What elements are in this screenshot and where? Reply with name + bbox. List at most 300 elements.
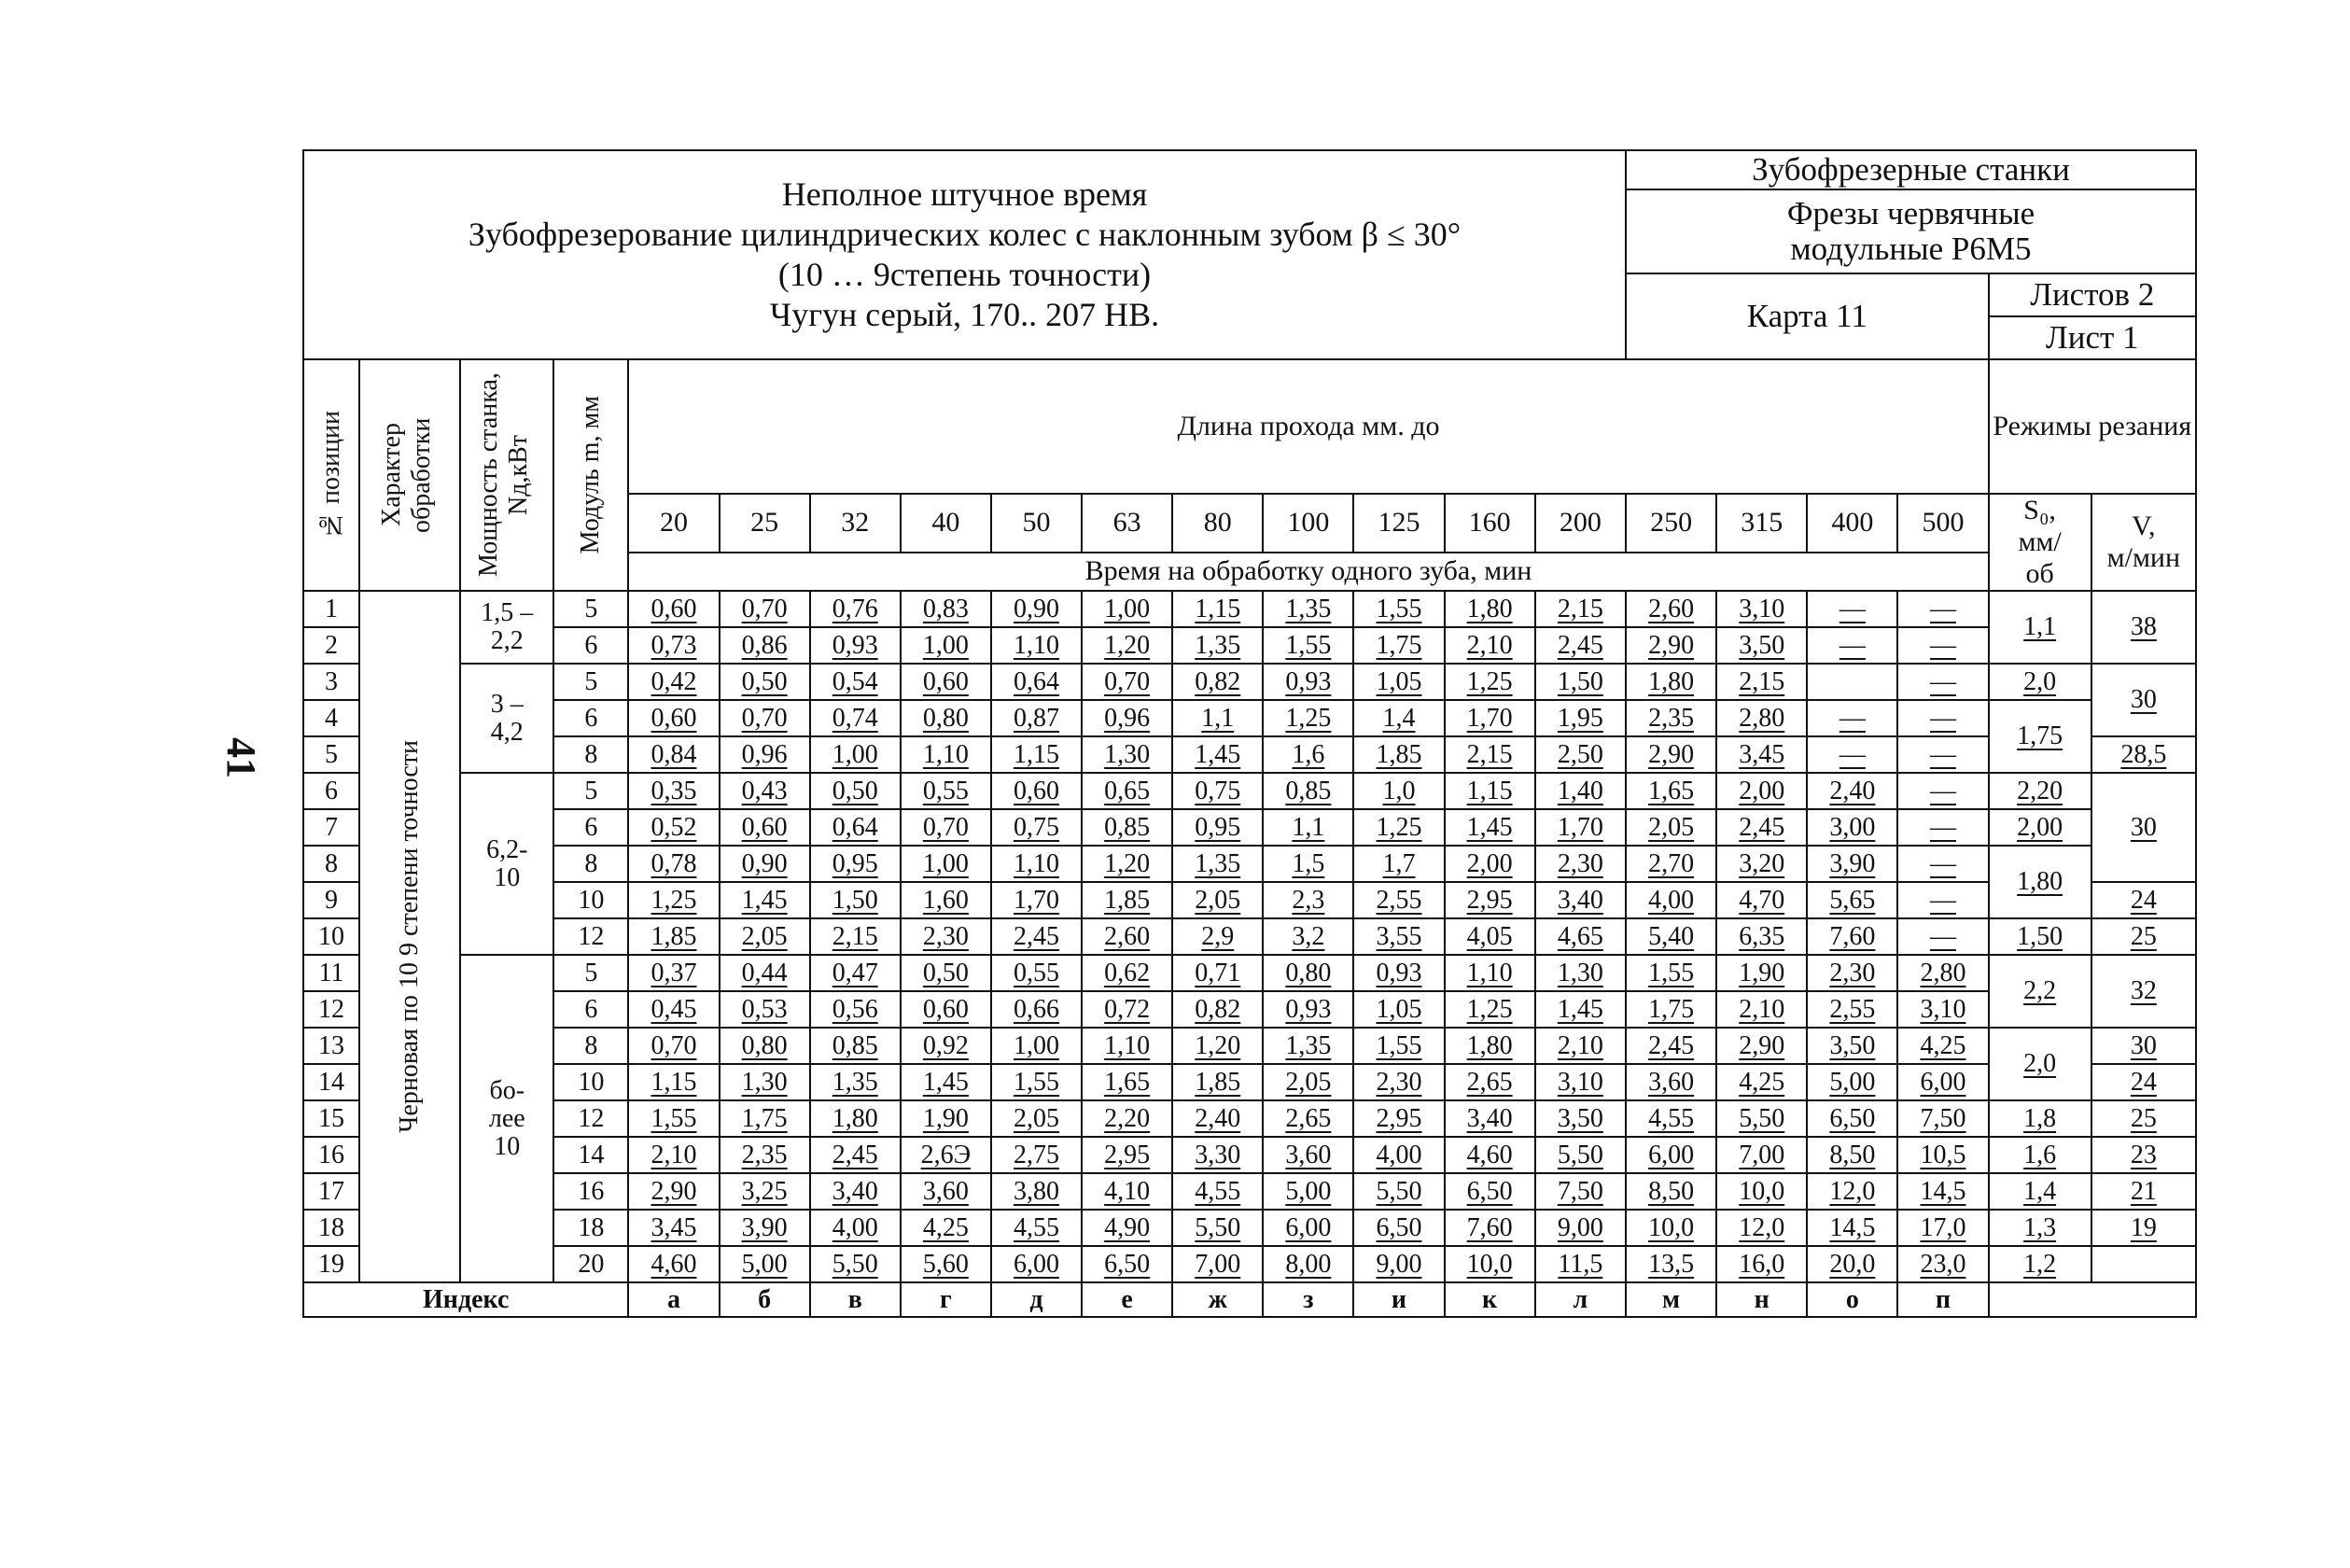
title-line-2: Зубофрезерование цилиндрических колес с наклонным зубом β ≤ 30° [468, 216, 1462, 253]
time-value: 1,15 [1172, 591, 1263, 627]
time-value: 16,0 [1716, 1246, 1807, 1282]
time-value: 1,55 [991, 1064, 1082, 1100]
length-value: 125 [1353, 494, 1444, 553]
time-value: 9,00 [1535, 1210, 1626, 1246]
time-value: 2,10 [1716, 991, 1807, 1028]
time-value: 1,00 [810, 736, 901, 773]
module-cell: 12 [553, 918, 628, 955]
s0-value: 1,50 [1989, 918, 2091, 955]
time-value: 0,52 [628, 809, 719, 846]
index-letter: з [1263, 1282, 1353, 1317]
time-header: Время на обработку одного зуба, мин [628, 553, 1988, 591]
card-title [303, 150, 1626, 359]
time-value: 6,00 [1263, 1210, 1353, 1246]
time-value: 1,35 [1172, 627, 1263, 664]
time-value: 1,30 [720, 1064, 810, 1100]
time-value: 1,00 [1082, 591, 1172, 627]
v-line-2: м/мин [2106, 542, 2181, 573]
time-value: 2,10 [628, 1137, 719, 1173]
index-letter: а [628, 1282, 719, 1317]
time-value: 20,0 [1807, 1246, 1897, 1282]
time-value: 2,15 [1535, 591, 1626, 627]
time-value: 4,25 [1897, 1028, 1988, 1064]
time-value: 2,95 [1082, 1137, 1172, 1173]
time-value: — [1897, 700, 1988, 736]
time-value: 2,30 [1807, 955, 1897, 991]
time-value: 1,0 [1353, 773, 1444, 809]
time-value: 0,43 [720, 773, 810, 809]
time-value: 0,65 [1082, 773, 1172, 809]
table-row [303, 809, 2196, 846]
index-letter: м [1626, 1282, 1716, 1317]
time-value: 3,60 [1263, 1137, 1353, 1173]
time-value: 0,50 [810, 773, 901, 809]
module-cell: 8 [553, 846, 628, 882]
time-value: 3,10 [1716, 591, 1807, 627]
time-value: 1,25 [1445, 664, 1535, 700]
time-value: 2,90 [1716, 1028, 1807, 1064]
time-value: 0,72 [1082, 991, 1172, 1028]
time-value: 1,55 [1263, 627, 1353, 664]
time-value: 0,70 [628, 1028, 719, 1064]
time-value: 5,50 [1172, 1210, 1263, 1246]
time-value: 0,82 [1172, 664, 1263, 700]
s0-header [1989, 494, 2091, 591]
table-row [303, 1064, 2196, 1100]
length-value: 25 [720, 494, 810, 553]
length-value: 315 [1716, 494, 1807, 553]
time-value: 1,00 [991, 1028, 1082, 1064]
index-label: Индекс [303, 1282, 628, 1317]
character-header-text: Характер обработки [377, 417, 437, 533]
time-value: 4,00 [1626, 882, 1716, 918]
time-value: 0,55 [901, 773, 991, 809]
time-value: 5,50 [810, 1246, 901, 1282]
power-header-text: Мощность станка, Nд,кВт [474, 372, 534, 578]
time-value: 0,64 [810, 809, 901, 846]
time-value: 2,70 [1626, 846, 1716, 882]
time-value: 1,45 [1172, 736, 1263, 773]
time-value: 1,65 [1082, 1064, 1172, 1100]
time-value: 2,30 [1353, 1064, 1444, 1100]
time-value: 2,65 [1263, 1100, 1353, 1137]
time-value: 0,75 [1172, 773, 1263, 809]
time-value: — [1897, 736, 1988, 773]
time-value: 0,50 [720, 664, 810, 700]
time-value: — [1897, 664, 1988, 700]
power-group-cell [460, 773, 553, 955]
time-value: 5,00 [1807, 1064, 1897, 1100]
time-value: 0,60 [628, 700, 719, 736]
time-value: 0,93 [1263, 991, 1353, 1028]
time-value: 2,45 [1716, 809, 1807, 846]
position-cell: 15 [303, 1100, 359, 1137]
time-value: 1,45 [1445, 809, 1535, 846]
time-value: — [1807, 627, 1897, 664]
time-value: 0,60 [628, 591, 719, 627]
time-value: 7,60 [1445, 1210, 1535, 1246]
s0-value: 2,2 [1989, 955, 2091, 1028]
time-value: 2,65 [1445, 1064, 1535, 1100]
time-value: 2,55 [1353, 882, 1444, 918]
time-value: 0,80 [1263, 955, 1353, 991]
time-value: 2,90 [1626, 736, 1716, 773]
module-cell: 18 [553, 1210, 628, 1246]
time-value: 2,15 [1716, 664, 1807, 700]
time-value: 2,10 [1535, 1028, 1626, 1064]
time-value: 4,70 [1716, 882, 1807, 918]
time-value: 0,82 [1172, 991, 1263, 1028]
time-value: 3,40 [1445, 1100, 1535, 1137]
length-value: 500 [1897, 494, 1988, 553]
sheet-number: Лист 1 [1989, 316, 2196, 359]
position-cell: 13 [303, 1028, 359, 1064]
time-value: 6,50 [1353, 1210, 1444, 1246]
time-value: 1,40 [1535, 773, 1626, 809]
index-letter: б [720, 1282, 810, 1317]
time-value: 2,15 [810, 918, 901, 955]
time-value: 1,20 [1172, 1028, 1263, 1064]
time-value: 2,40 [1172, 1100, 1263, 1137]
module-cell: 6 [553, 809, 628, 846]
time-value: 2,45 [1535, 627, 1626, 664]
time-value: 6,50 [1807, 1100, 1897, 1137]
module-cell: 16 [553, 1173, 628, 1210]
time-value: 4,90 [1082, 1210, 1172, 1246]
time-value: 4,55 [1626, 1100, 1716, 1137]
time-value: 8,50 [1807, 1137, 1897, 1173]
time-value: 1,1 [1263, 809, 1353, 846]
time-value: 2,6Э [901, 1137, 991, 1173]
time-value: 6,35 [1716, 918, 1807, 955]
position-cell: 9 [303, 882, 359, 918]
time-value: 1,10 [991, 627, 1082, 664]
time-value: 8,00 [1263, 1246, 1353, 1282]
time-value: 3,10 [1897, 991, 1988, 1028]
position-cell: 8 [303, 846, 359, 882]
table-row [303, 918, 2196, 955]
table-row [303, 1210, 2196, 1246]
time-value: — [1897, 918, 1988, 955]
time-value: 1,80 [810, 1100, 901, 1137]
title-line-3: (10 … 9степень точности) [777, 256, 1152, 293]
title-line-1: Неполное штучное время [781, 175, 1148, 213]
time-value: 2,3 [1263, 882, 1353, 918]
module-cell: 6 [553, 991, 628, 1028]
time-value: 8,50 [1626, 1173, 1716, 1210]
time-value: 0,47 [810, 955, 901, 991]
position-cell: 11 [303, 955, 359, 991]
time-value: 2,20 [1082, 1100, 1172, 1137]
time-value: 3,80 [991, 1173, 1082, 1210]
time-value: 3,10 [1535, 1064, 1626, 1100]
time-value: 1,50 [1535, 664, 1626, 700]
s0-value: 1,2 [1989, 1246, 2091, 1282]
time-value: 0,60 [991, 773, 1082, 809]
index-letter: г [901, 1282, 991, 1317]
time-value: 0,93 [810, 627, 901, 664]
length-value: 200 [1535, 494, 1626, 553]
tool-line-2: модульные Р6М5 [1790, 231, 2032, 267]
module-header-text: Модуль m, мм [576, 396, 606, 554]
index-letter: и [1353, 1282, 1444, 1317]
time-value: 0,70 [720, 591, 810, 627]
module-cell: 6 [553, 627, 628, 664]
module-cell: 10 [553, 882, 628, 918]
time-value: 0,55 [991, 955, 1082, 991]
time-value: 1,90 [901, 1100, 991, 1137]
position-cell: 16 [303, 1137, 359, 1173]
time-value: 4,55 [991, 1210, 1082, 1246]
time-value: 9,00 [1353, 1246, 1444, 1282]
time-value: 1,00 [901, 846, 991, 882]
time-value: 4,05 [1445, 918, 1535, 955]
time-value: 0,60 [901, 664, 991, 700]
time-value: 0,70 [720, 700, 810, 736]
time-value: 12,0 [1807, 1173, 1897, 1210]
time-value: 1,1 [1172, 700, 1263, 736]
v-value: 30 [2091, 773, 2196, 882]
time-value: 1,10 [991, 846, 1082, 882]
time-value: 6,00 [991, 1246, 1082, 1282]
time-value: 6,50 [1445, 1173, 1535, 1210]
time-value: 1,20 [1082, 846, 1172, 882]
time-value: 0,64 [991, 664, 1082, 700]
length-header: Длина прохода мм. до [628, 359, 1988, 494]
time-value: 2,90 [1626, 627, 1716, 664]
time-value: 1,6 [1263, 736, 1353, 773]
time-value: — [1897, 627, 1988, 664]
table-row [303, 664, 2196, 700]
time-value: 2,60 [1082, 918, 1172, 955]
time-value: 3,40 [810, 1173, 901, 1210]
v-value [2091, 1246, 2196, 1282]
position-cell: 5 [303, 736, 359, 773]
time-value: 2,95 [1445, 882, 1535, 918]
time-value: 10,0 [1445, 1246, 1535, 1282]
power-group-label: бо- лее 10 [488, 1075, 525, 1161]
table-row [303, 700, 2196, 736]
time-value: 0,45 [628, 991, 719, 1028]
time-value: 1,75 [1353, 627, 1444, 664]
time-value: — [1897, 882, 1988, 918]
time-value: 14,5 [1807, 1210, 1897, 1246]
module-cell: 8 [553, 1028, 628, 1064]
module-cell: 10 [553, 1064, 628, 1100]
time-value: 4,25 [1716, 1064, 1807, 1100]
position-cell: 3 [303, 664, 359, 700]
time-value: 2,95 [1353, 1100, 1444, 1137]
time-value: — [1807, 700, 1897, 736]
position-header-text: № позиции [316, 411, 346, 539]
time-value: 1,45 [1535, 991, 1626, 1028]
length-value: 40 [901, 494, 991, 553]
time-value: 5,65 [1807, 882, 1897, 918]
s0-line-2: мм/ [2018, 526, 2062, 557]
time-value: 1,4 [1353, 700, 1444, 736]
time-value: 1,35 [810, 1064, 901, 1100]
time-value: 10,0 [1716, 1173, 1807, 1210]
time-value: 1,95 [1535, 700, 1626, 736]
power-group-cell [460, 591, 553, 664]
table-row [303, 773, 2196, 809]
position-cell: 17 [303, 1173, 359, 1210]
time-value: 10,0 [1626, 1210, 1716, 1246]
time-value: 1,7 [1353, 846, 1444, 882]
time-value: 1,10 [901, 736, 991, 773]
time-value: 2,60 [1626, 591, 1716, 627]
time-value: — [1897, 809, 1988, 846]
time-value: 7,00 [1172, 1246, 1263, 1282]
time-value: 0,53 [720, 991, 810, 1028]
time-value: 1,25 [1353, 809, 1444, 846]
time-value: 2,05 [1263, 1064, 1353, 1100]
time-value: 0,50 [901, 955, 991, 991]
index-empty [1989, 1282, 2196, 1317]
time-value: 3,50 [1716, 627, 1807, 664]
position-cell: 12 [303, 991, 359, 1028]
table-row [303, 627, 2196, 664]
time-value: 1,5 [1263, 846, 1353, 882]
s0-value: 1,80 [1989, 846, 2091, 918]
length-value: 32 [810, 494, 901, 553]
time-value: 1,25 [628, 882, 719, 918]
time-value: 1,65 [1626, 773, 1716, 809]
time-value: 0,71 [1172, 955, 1263, 991]
time-value: 0,93 [1353, 955, 1444, 991]
time-value: — [1807, 736, 1897, 773]
v-value: 19 [2091, 1210, 2196, 1246]
s0-line-1: S₀, [2023, 495, 2056, 525]
time-value: 4,60 [1445, 1137, 1535, 1173]
position-cell: 2 [303, 627, 359, 664]
time-value: 0,56 [810, 991, 901, 1028]
time-value: 2,00 [1716, 773, 1807, 809]
v-value: 28,5 [2091, 736, 2196, 773]
time-value: 0,60 [720, 809, 810, 846]
position-cell: 4 [303, 700, 359, 736]
table-row [303, 882, 2196, 918]
time-value: 7,00 [1716, 1137, 1807, 1173]
time-value: 0,84 [628, 736, 719, 773]
module-cell: 6 [553, 700, 628, 736]
length-value: 100 [1263, 494, 1353, 553]
v-value: 25 [2091, 1100, 2196, 1137]
length-value: 400 [1807, 494, 1897, 553]
norm-table [302, 149, 2197, 1318]
time-value: 1,45 [720, 882, 810, 918]
time-value: 2,45 [810, 1137, 901, 1173]
time-value: 3,30 [1172, 1137, 1263, 1173]
time-value: 5,50 [1535, 1137, 1626, 1173]
time-value: 5,00 [1263, 1173, 1353, 1210]
time-value: 2,40 [1807, 773, 1897, 809]
time-value: 1,15 [991, 736, 1082, 773]
time-value: 1,75 [720, 1100, 810, 1137]
time-value: 0,42 [628, 664, 719, 700]
time-value: 3,50 [1535, 1100, 1626, 1137]
time-value: 1,80 [1626, 664, 1716, 700]
time-value: 1,85 [1353, 736, 1444, 773]
tool-type [1626, 189, 2196, 273]
index-letter: о [1807, 1282, 1897, 1317]
v-value: 24 [2091, 882, 2196, 918]
v-value: 25 [2091, 918, 2196, 955]
time-value: 0,70 [1082, 664, 1172, 700]
power-header [460, 359, 553, 591]
time-value: 14,5 [1897, 1173, 1988, 1210]
v-value: 24 [2091, 1064, 2196, 1100]
position-cell: 6 [303, 773, 359, 809]
tool-line-1: Фрезы червячные [1786, 195, 2035, 231]
time-value: 4,00 [810, 1210, 901, 1246]
card-number: Карта 11 [1626, 273, 1989, 359]
index-letter: е [1082, 1282, 1172, 1317]
time-value: 2,45 [991, 918, 1082, 955]
time-value: 0,76 [810, 591, 901, 627]
time-value: 2,80 [1716, 700, 1807, 736]
time-value: 1,00 [901, 627, 991, 664]
time-value: 1,25 [1445, 991, 1535, 1028]
time-value: 0,87 [991, 700, 1082, 736]
time-value: 2,10 [1445, 627, 1535, 664]
time-value: 3,60 [1626, 1064, 1716, 1100]
time-value: 2,50 [1535, 736, 1626, 773]
time-value: 2,30 [901, 918, 991, 955]
time-value: 3,55 [1353, 918, 1444, 955]
power-group-cell [460, 664, 553, 773]
time-value: 6,50 [1082, 1246, 1172, 1282]
time-value: 2,80 [1897, 955, 1988, 991]
length-value: 80 [1172, 494, 1263, 553]
length-value: 20 [628, 494, 719, 553]
time-value: 3,60 [901, 1173, 991, 1210]
time-value: 5,50 [1353, 1173, 1444, 1210]
time-value [1807, 664, 1897, 700]
time-value: 0,66 [991, 991, 1082, 1028]
time-value: 7,60 [1807, 918, 1897, 955]
time-value: 4,55 [1172, 1173, 1263, 1210]
s0-value: 1,6 [1989, 1137, 2091, 1173]
v-value: 32 [2091, 955, 2196, 1028]
v-value: 38 [2091, 591, 2196, 664]
time-value: 2,90 [628, 1173, 719, 1210]
time-value: 0,95 [1172, 809, 1263, 846]
time-value: 3,50 [1807, 1028, 1897, 1064]
time-value: 1,75 [1626, 991, 1716, 1028]
time-value: 0,85 [1263, 773, 1353, 809]
power-group-label: 3 – 4,2 [490, 689, 524, 747]
index-letter: п [1897, 1282, 1988, 1317]
time-value: 0,44 [720, 955, 810, 991]
time-value: 3,90 [1807, 846, 1897, 882]
time-value: 1,85 [628, 918, 719, 955]
time-value: 0,83 [901, 591, 991, 627]
time-value: 0,75 [991, 809, 1082, 846]
index-row [303, 1282, 2196, 1317]
time-value: 5,00 [720, 1246, 810, 1282]
time-value: 0,35 [628, 773, 719, 809]
time-value: 2,9 [1172, 918, 1263, 955]
time-value: 1,10 [1082, 1028, 1172, 1064]
character-text: Черновая по 10 9 степени точности [395, 740, 425, 1133]
time-value: 23,0 [1897, 1246, 1988, 1282]
time-value: — [1897, 846, 1988, 882]
index-letter: ж [1172, 1282, 1263, 1317]
time-value: 2,45 [1626, 1028, 1716, 1064]
time-value: 1,20 [1082, 627, 1172, 664]
index-letter: к [1445, 1282, 1535, 1317]
